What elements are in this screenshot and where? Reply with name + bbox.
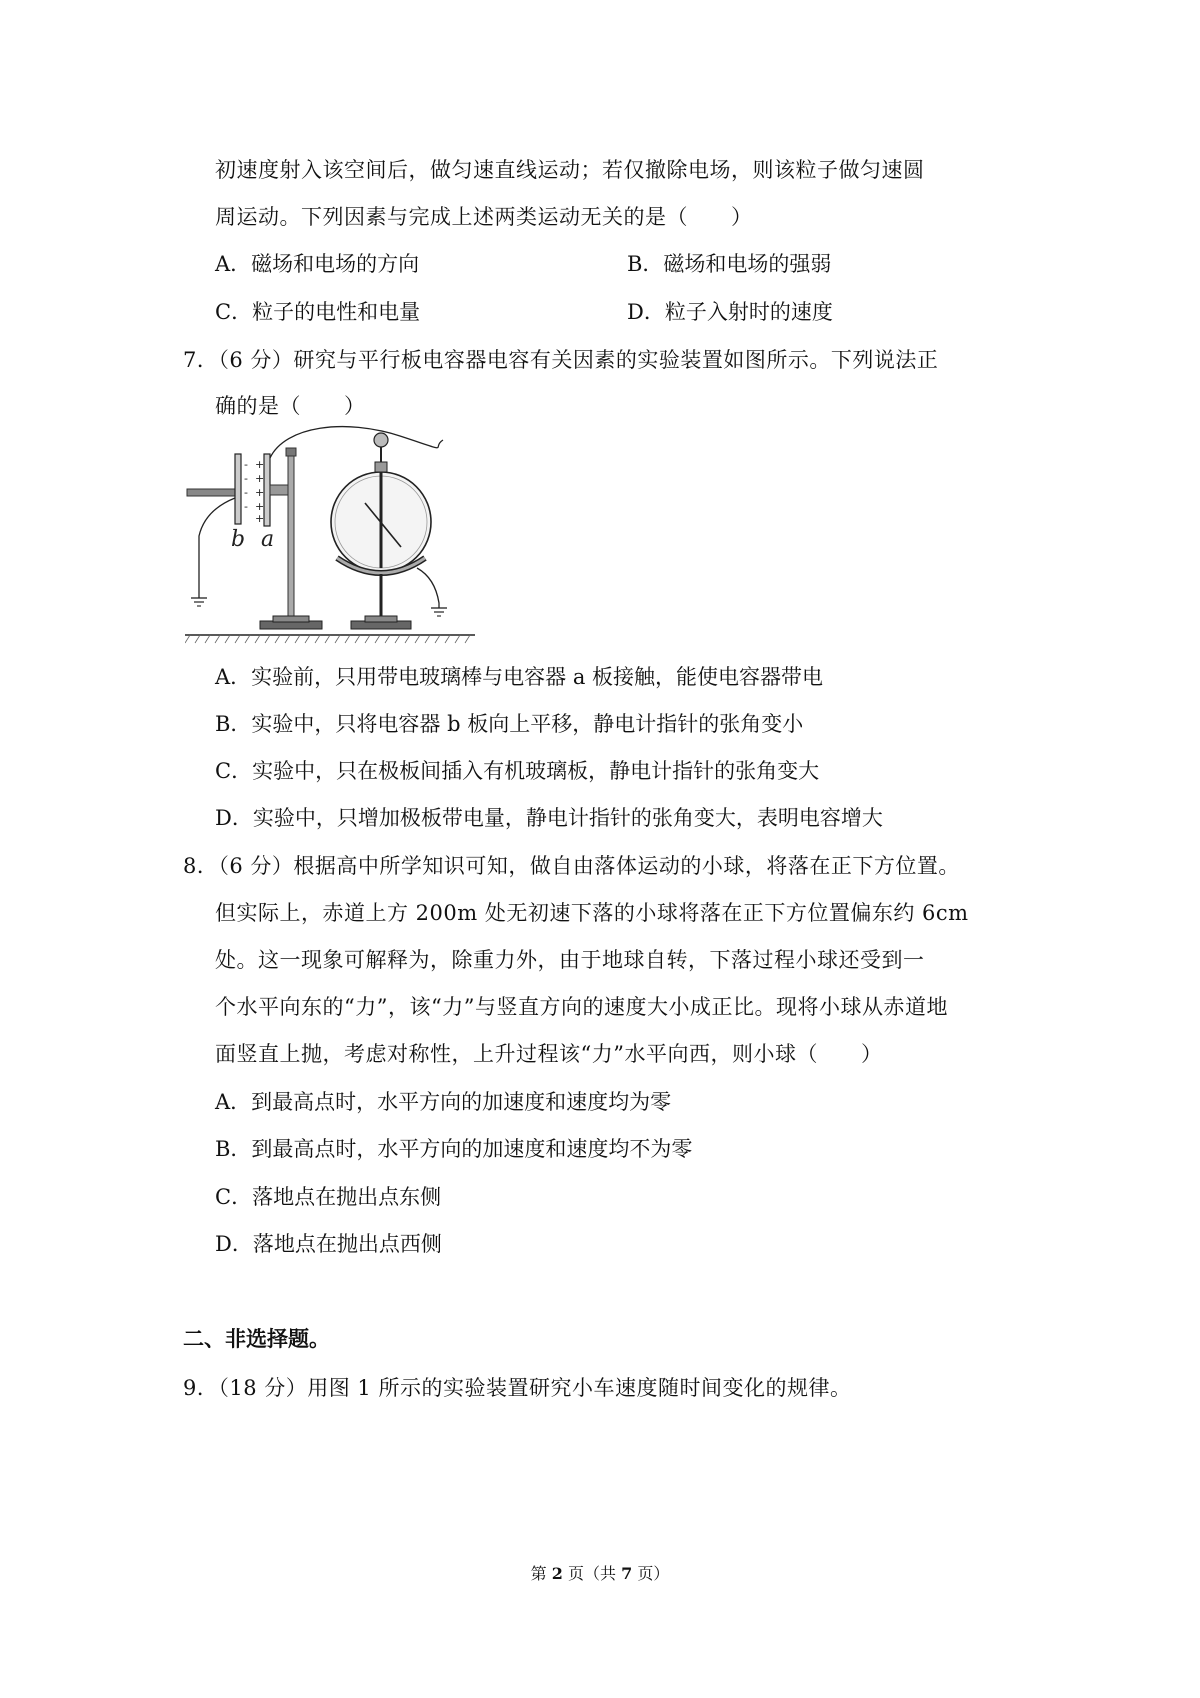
q6-stem-line-1: 初速度射入该空间后，做匀速直线运动；若仅撤除电场，则该粒子做匀速圆 (215, 158, 925, 182)
footer-suffix: 页） (632, 1564, 670, 1583)
q6-option-c: C．粒子的电性和电量 (215, 300, 421, 324)
footer-prefix: 第 (530, 1564, 552, 1583)
q7-option-c: C．实验中，只在极板间插入有机玻璃板，静电计指针的张角变大 (215, 759, 820, 783)
svg-text:+: + (255, 458, 265, 471)
plate-label-a: a (261, 527, 275, 552)
q7-stem-line-2: 确的是（ ） (215, 394, 366, 418)
q7-option-a: A．实验前，只用带电玻璃棒与电容器 a 板接触，能使电容器带电 (215, 665, 824, 689)
q8-option-d: D．落地点在抛出点西侧 (215, 1232, 442, 1256)
svg-text:-: - (244, 486, 248, 499)
plate-label-b: b (231, 527, 246, 552)
svg-text:-: - (244, 472, 248, 485)
capacitor-electroscope-figure (185, 418, 485, 648)
ground-wire-right (417, 568, 439, 608)
electroscope-knob (374, 433, 388, 447)
svg-text:+: + (255, 486, 265, 499)
q8-stem-line-1: 8．（6 分）根据高中所学知识可知，做自由落体运动的小球，将落在正下方位置。 (183, 854, 960, 878)
footer-total-pages: 7 (621, 1564, 633, 1583)
q8-option-a: A．到最高点时，水平方向的加速度和速度均为零 (215, 1090, 672, 1114)
q9-stem: 9．（18 分）用图 1 所示的实验装置研究小车速度随时间变化的规律。 (183, 1376, 852, 1400)
stand-pole (288, 453, 294, 621)
q6-option-d: D．粒子入射时的速度 (627, 300, 833, 324)
handle-rod (187, 489, 235, 496)
footer-page-number: 2 (551, 1564, 563, 1583)
svg-text:-: - (244, 458, 248, 471)
q7-option-b: B．实验中，只将电容器 b 板向上平移，静电计指针的张角变小 (215, 712, 804, 736)
q8-option-b: B．到最高点时，水平方向的加速度和速度均不为零 (215, 1137, 693, 1161)
q8-stem-line-2: 但实际上，赤道上方 200m 处无初速下落的小球将落在正下方位置偏东约 6cm (215, 901, 969, 925)
page-footer (0, 1561, 1200, 1584)
section-heading: 二、非选择题。 (183, 1326, 330, 1351)
plate-b (235, 454, 241, 524)
ground-wire-left (199, 498, 235, 598)
q8-stem-line-5: 面竖直上抛，考虑对称性，上升过程该“力”水平向西，则小球（ ） (215, 1042, 883, 1066)
svg-text:+: + (255, 500, 265, 513)
q7-option-d: D．实验中，只增加极板带电量，静电计指针的张角变大，表明电容增大 (215, 806, 883, 830)
plate-a (264, 454, 270, 526)
svg-text:-: - (244, 500, 248, 513)
q8-stem-line-3: 处。这一现象可解释为，除重力外，由于地球自转，下落过程小球还受到一 (215, 948, 925, 972)
q6-option-a: A．磁场和电场的方向 (215, 252, 420, 276)
q6-option-b: B．磁场和电场的强弱 (627, 252, 832, 276)
q7-stem-line-1: 7．（6 分）研究与平行板电容器电容有关因素的实验装置如图所示。下列说法正 (183, 348, 939, 372)
footer-middle: 页（共 (562, 1564, 622, 1583)
q6-stem-line-2: 周运动。下列因素与完成上述两类运动无关的是（ ） (215, 205, 753, 229)
q8-option-c: C．落地点在抛出点东侧 (215, 1185, 442, 1209)
svg-text:+: + (255, 472, 265, 485)
q8-stem-line-4: 个水平向东的“力”，该“力”与竖直方向的速度大小成正比。现将小球从赤道地 (215, 995, 948, 1019)
svg-text:+: + (255, 512, 265, 525)
